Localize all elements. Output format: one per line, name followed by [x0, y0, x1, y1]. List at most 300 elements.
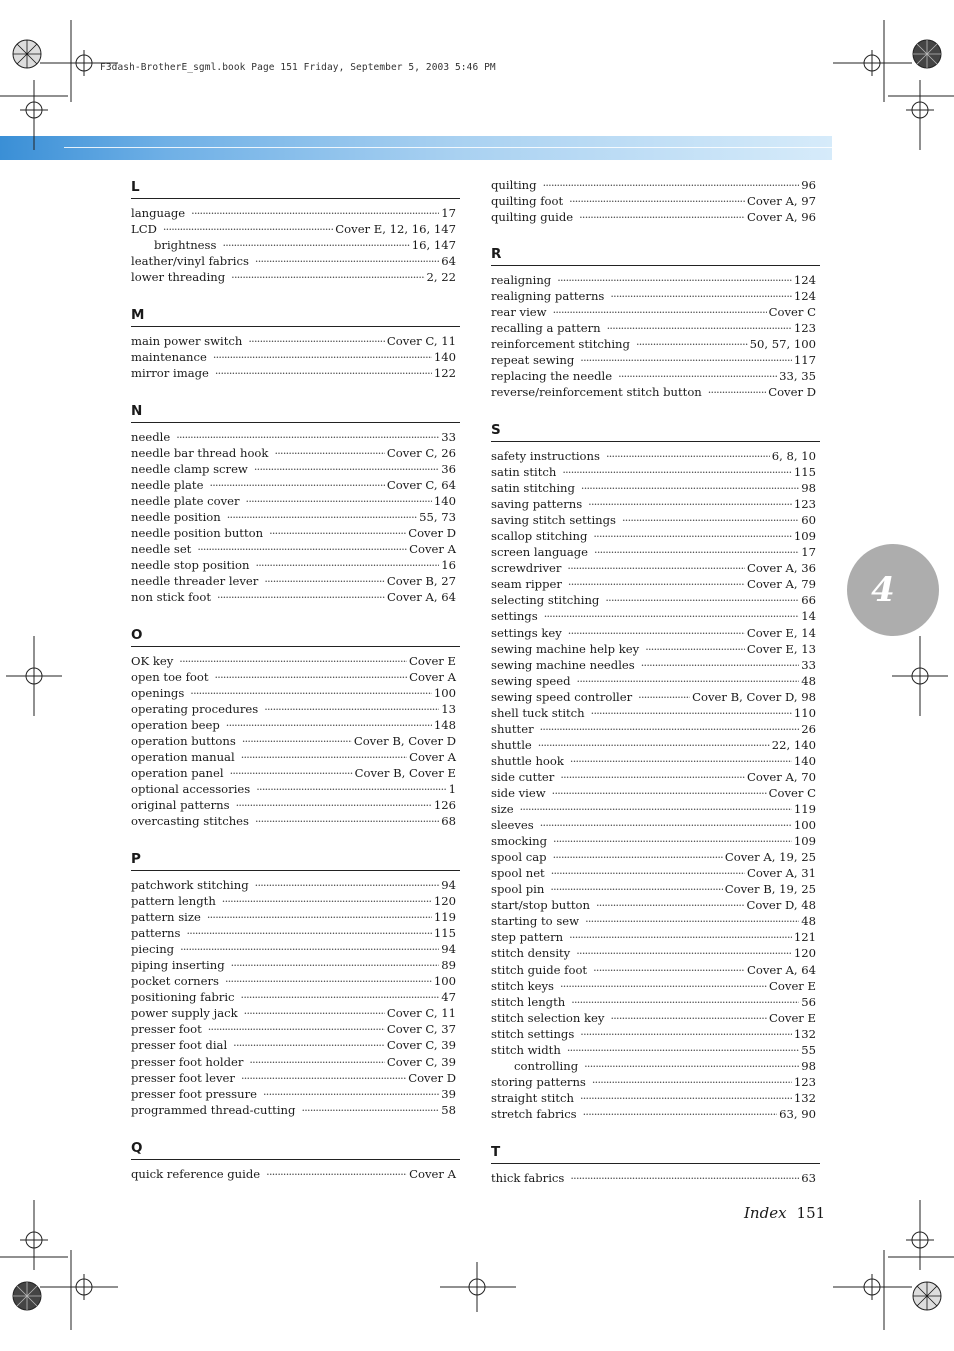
- index-entry: [491, 177, 820, 193]
- index-term: pattern size: [131, 910, 201, 925]
- page-number: 151: [796, 1204, 826, 1222]
- index-term: operation buttons: [131, 734, 236, 749]
- dot-leader: [571, 994, 799, 1006]
- index-term: quilting foot: [491, 194, 564, 209]
- index-entry: [131, 909, 460, 925]
- index-term: non stick foot: [131, 590, 212, 605]
- dot-leader: [562, 464, 792, 476]
- index-term: selecting stitching: [491, 593, 600, 608]
- index-term: straight stitch: [491, 1090, 574, 1105]
- index-term: sewing speed: [491, 673, 571, 688]
- dot-leader: [538, 737, 770, 749]
- index-term: spool pin: [491, 882, 545, 897]
- index-term: satin stitch: [491, 465, 557, 480]
- index-entry: [491, 801, 820, 817]
- index-entry: [491, 625, 820, 641]
- index-pages: 33, 35: [779, 369, 816, 384]
- index-entry: [491, 528, 820, 544]
- index-term: main power switch: [131, 334, 243, 348]
- index-term: sewing machine help key: [491, 641, 640, 656]
- dot-leader: [568, 625, 745, 637]
- index-entry: [491, 608, 820, 624]
- index-entry: [491, 288, 820, 304]
- index-entry: [491, 945, 820, 961]
- dot-leader: [215, 365, 432, 377]
- index-entry: [131, 797, 460, 813]
- index-pages: 55: [801, 1042, 816, 1057]
- dot-leader: [585, 913, 799, 925]
- index-pages: 60: [801, 513, 816, 528]
- index-pages: 119: [433, 910, 456, 925]
- index-entry: [491, 913, 820, 929]
- index-entry: [131, 205, 460, 221]
- index-entry: [131, 765, 460, 781]
- dot-leader: [570, 1170, 799, 1182]
- index-entry: [131, 237, 460, 253]
- index-term: stitch guide foot: [491, 962, 588, 977]
- index-term: presser foot: [131, 1022, 202, 1037]
- index-pages: 33: [801, 657, 816, 672]
- section-letter: T: [491, 1144, 501, 1160]
- index-term: patterns: [131, 926, 181, 941]
- index-term: sewing speed controller: [491, 689, 633, 704]
- index-pages: 100: [433, 686, 456, 701]
- dot-leader: [580, 1090, 792, 1102]
- index-entry: [491, 1058, 820, 1074]
- index-entry: [131, 653, 460, 669]
- index-pages: 124: [793, 273, 816, 287]
- index-entry: [491, 897, 820, 913]
- index-entry: [131, 253, 460, 269]
- index-entry: [131, 1070, 460, 1086]
- index-pages: 109: [793, 529, 816, 544]
- index-pages: 115: [433, 926, 456, 941]
- index-entry: [491, 657, 820, 673]
- dot-leader: [225, 973, 432, 985]
- index-term: pattern length: [131, 894, 216, 909]
- index-entry: [491, 1026, 820, 1042]
- index-entry: [491, 193, 820, 209]
- index-term: maintenance: [131, 350, 207, 365]
- index-pages: 26: [801, 721, 816, 736]
- index-pages: 22, 140: [771, 737, 816, 752]
- index-term: needle: [131, 430, 171, 444]
- dot-leader: [231, 269, 424, 281]
- index-term: step pattern: [491, 930, 564, 945]
- index-pages: 14: [801, 609, 816, 624]
- dot-leader: [593, 962, 745, 974]
- index-entry: [131, 541, 460, 557]
- dot-leader: [544, 608, 800, 620]
- index-section-t: [491, 1143, 820, 1186]
- index-pages: 6, 8, 10: [771, 449, 816, 463]
- dot-leader: [269, 525, 406, 537]
- index-term: realigning patterns: [491, 289, 605, 304]
- dot-leader: [217, 589, 385, 601]
- dot-leader: [222, 893, 432, 905]
- dot-leader: [230, 765, 353, 777]
- index-term: original patterns: [131, 798, 230, 813]
- index-pages: Cover C, 39: [386, 1054, 456, 1069]
- index-pages: 98: [801, 1058, 816, 1073]
- dot-leader: [255, 253, 439, 265]
- index-entry: [491, 769, 820, 785]
- dot-leader: [569, 193, 745, 205]
- index-term: shuttle hook: [491, 753, 564, 768]
- dot-leader: [622, 512, 799, 524]
- index-term: side cutter: [491, 769, 555, 784]
- index-entry: [131, 781, 460, 797]
- index-term: stitch keys: [491, 978, 555, 993]
- index-term: presser foot lever: [131, 1070, 235, 1085]
- index-pages: Cover C: [768, 305, 816, 320]
- index-pages: 100: [433, 974, 456, 989]
- index-term: needle position: [131, 510, 221, 525]
- index-pages: 126: [433, 798, 456, 813]
- index-pages: Cover C, 11: [386, 1006, 456, 1021]
- index-section-l: [131, 178, 460, 285]
- index-pages: Cover A, 31: [747, 866, 816, 881]
- index-section-s: [491, 421, 820, 1122]
- index-pages: 16, 147: [411, 238, 456, 253]
- index-entry: [491, 737, 820, 753]
- index-pages: 16: [441, 558, 456, 573]
- section-rule: [131, 870, 460, 871]
- index-term: screwdriver: [491, 561, 562, 576]
- index-term: optional accessories: [131, 782, 251, 797]
- section-rule: [491, 441, 820, 442]
- dot-leader: [233, 1037, 385, 1049]
- index-entry: [491, 592, 820, 608]
- index-section-continued: [491, 177, 820, 225]
- dot-leader: [553, 849, 723, 861]
- section-letter: S: [491, 422, 501, 438]
- dot-leader: [236, 797, 432, 809]
- index-term: needle clamp screw: [131, 462, 248, 477]
- index-pages: Cover A, 19, 25: [724, 850, 816, 865]
- dot-leader: [618, 368, 777, 380]
- index-entry: [491, 384, 820, 400]
- dot-leader: [580, 352, 792, 364]
- dot-leader: [520, 801, 792, 813]
- index-pages: 123: [793, 497, 816, 512]
- index-pages: 120: [433, 894, 456, 909]
- index-term: lower threading: [131, 270, 226, 285]
- index-entry: [491, 480, 820, 496]
- index-entry: [131, 509, 460, 525]
- chapter-number: 4: [871, 570, 895, 610]
- chapter-tab: [847, 544, 939, 636]
- index-pages: 89: [441, 958, 456, 973]
- index-entry: [131, 269, 460, 285]
- index-term: starting to sew: [491, 914, 580, 929]
- index-pages: Cover E, 14: [746, 625, 816, 640]
- dot-leader: [550, 881, 722, 893]
- index-term: needle plate: [131, 478, 204, 493]
- index-entry: [131, 429, 460, 445]
- section-rule: [131, 198, 460, 199]
- index-term: programmed thread-cutting: [131, 1102, 296, 1117]
- index-entry: [491, 336, 820, 352]
- header-band: [0, 136, 832, 160]
- index-section-n: [131, 402, 460, 606]
- section-rule: [131, 1159, 460, 1160]
- dot-leader: [264, 573, 385, 585]
- index-term: reinforcement stitching: [491, 337, 630, 352]
- index-pages: Cover E: [769, 1010, 816, 1025]
- dot-leader: [557, 272, 792, 284]
- index-pages: 58: [441, 1102, 456, 1117]
- section-rule: [491, 1163, 820, 1164]
- index-entry: [491, 881, 820, 897]
- index-term: saving stitch settings: [491, 513, 616, 528]
- index-pages: 63, 90: [779, 1106, 816, 1121]
- dot-leader: [248, 333, 385, 345]
- index-entry: [491, 1074, 820, 1090]
- section-rule: [491, 265, 820, 266]
- index-pages: 94: [441, 942, 456, 957]
- section-letter: O: [131, 627, 143, 643]
- index-term: storing patterns: [491, 1074, 586, 1089]
- dot-leader: [594, 544, 799, 556]
- index-entry: [491, 304, 820, 320]
- index-entry: [491, 209, 820, 225]
- index-entry: [491, 753, 820, 769]
- index-pages: Cover D: [408, 1070, 456, 1085]
- index-pages: 115: [793, 465, 816, 480]
- dot-leader: [591, 705, 792, 717]
- index-pages: Cover E, 12, 16, 147: [335, 222, 456, 237]
- index-entry: [131, 925, 460, 941]
- index-pages: 140: [433, 494, 456, 509]
- index-term: needle bar thread hook: [131, 446, 269, 461]
- index-entry: [491, 560, 820, 576]
- index-pages: 39: [441, 1086, 456, 1101]
- index-pages: Cover C: [768, 785, 816, 800]
- section-letter: P: [131, 851, 141, 867]
- dot-leader: [222, 237, 409, 249]
- index-entry: [131, 557, 460, 573]
- index-entry: [131, 477, 460, 493]
- dot-leader: [255, 557, 439, 569]
- dot-leader: [596, 897, 745, 909]
- index-entry: [131, 733, 460, 749]
- index-pages: 123: [793, 321, 816, 336]
- dot-leader: [190, 685, 432, 697]
- index-pages: 1: [448, 782, 456, 797]
- index-pages: 117: [793, 353, 816, 368]
- index-pages: 96: [801, 178, 816, 192]
- index-term: needle set: [131, 542, 192, 557]
- index-entry: [491, 849, 820, 865]
- index-entry: [491, 994, 820, 1010]
- index-pages: Cover D, 48: [746, 898, 816, 913]
- index-term: presser foot holder: [131, 1054, 244, 1069]
- index-entry: [491, 929, 820, 945]
- index-term: needle position button: [131, 526, 264, 541]
- index-entry: [131, 957, 460, 973]
- index-entry: [131, 1005, 460, 1021]
- index-pages: Cover A, 64: [747, 962, 816, 977]
- index-pages: 121: [793, 930, 816, 945]
- index-term: size: [491, 802, 514, 817]
- dot-leader: [593, 528, 791, 540]
- index-term: mirror image: [131, 366, 209, 381]
- index-pages: Cover C, 11: [386, 334, 456, 348]
- dot-leader: [263, 1086, 439, 1098]
- index-section-r: [491, 245, 820, 400]
- index-term: safety instructions: [491, 449, 600, 463]
- index-term: settings: [491, 609, 538, 624]
- index-entry: [131, 1086, 460, 1102]
- index-entry: [491, 785, 820, 801]
- index-term: operation manual: [131, 750, 235, 765]
- index-entry: [491, 721, 820, 737]
- index-term: stretch fabrics: [491, 1106, 577, 1121]
- index-term: piecing: [131, 942, 175, 957]
- index-pages: Cover C, 39: [386, 1038, 456, 1053]
- index-pages: 140: [793, 753, 816, 768]
- dot-leader: [231, 957, 440, 969]
- index-term: seam ripper: [491, 577, 562, 592]
- index-term: spool cap: [491, 850, 547, 865]
- dot-leader: [567, 560, 745, 572]
- index-term: start/stop button: [491, 898, 590, 913]
- index-pages: Cover C, 37: [386, 1022, 456, 1037]
- index-term: reverse/reinforcement stitch button: [491, 385, 702, 400]
- index-term: repeat sewing: [491, 353, 575, 368]
- index-entry: [491, 673, 820, 689]
- dot-leader: [215, 669, 408, 681]
- dot-leader: [638, 689, 690, 701]
- dot-leader: [208, 1021, 385, 1033]
- index-term: replacing the needle: [491, 369, 613, 384]
- index-entry: [491, 448, 820, 464]
- index-entry: [491, 576, 820, 592]
- index-pages: Cover B, Cover E: [354, 766, 456, 781]
- index-term: open toe foot: [131, 670, 209, 685]
- index-term: shutter: [491, 721, 534, 736]
- index-pages: Cover A: [409, 542, 456, 557]
- index-entry: [491, 962, 820, 978]
- index-term: stitch density: [491, 946, 571, 961]
- dot-leader: [241, 989, 440, 1001]
- index-entry: [491, 464, 820, 480]
- index-entry: [131, 893, 460, 909]
- dot-leader: [606, 448, 770, 460]
- index-entry: [131, 973, 460, 989]
- index-pages: 140: [433, 350, 456, 365]
- dot-leader: [560, 978, 767, 990]
- dot-leader: [543, 177, 800, 189]
- index-entry: [491, 1170, 820, 1186]
- dot-leader: [179, 653, 407, 665]
- index-entry: [131, 1037, 460, 1053]
- dot-leader: [645, 641, 745, 653]
- index-entry: [491, 368, 820, 384]
- index-entry: [131, 813, 460, 829]
- index-term: stitch settings: [491, 1026, 575, 1041]
- index-term: rear view: [491, 305, 547, 320]
- index-term: quick reference guide: [131, 1167, 261, 1181]
- index-pages: Cover A, 79: [747, 577, 816, 592]
- index-term: presser foot pressure: [131, 1086, 258, 1101]
- index-entry: [491, 544, 820, 560]
- index-pages: Cover E: [409, 654, 456, 668]
- index-pages: Cover D: [768, 385, 816, 400]
- dot-leader: [568, 576, 745, 588]
- index-term: needle stop position: [131, 558, 250, 573]
- index-pages: Cover B, Cover D: [353, 734, 456, 749]
- index-term: scallop stitching: [491, 529, 588, 544]
- index-term: LCD: [131, 222, 157, 237]
- index-term: sewing machine needles: [491, 657, 635, 672]
- dot-leader: [246, 493, 432, 505]
- page-footer: [744, 1204, 825, 1222]
- dot-leader: [241, 749, 407, 761]
- index-pages: 47: [441, 990, 456, 1005]
- index-pages: Cover B, 19, 25: [724, 882, 816, 897]
- section-letter: Q: [131, 1140, 143, 1156]
- index-term: leather/vinyl fabrics: [131, 254, 249, 269]
- index-section-p: [131, 850, 460, 1118]
- dot-leader: [577, 673, 800, 685]
- index-term: stitch width: [491, 1042, 561, 1057]
- index-entry: [491, 705, 820, 721]
- dot-leader: [227, 509, 417, 521]
- section-rule: [131, 646, 460, 647]
- index-entry: [491, 641, 820, 657]
- index-entry: [131, 493, 460, 509]
- index-entry: [491, 689, 820, 705]
- dot-leader: [244, 1005, 385, 1017]
- dot-leader: [226, 717, 432, 729]
- index-entry: [131, 701, 460, 717]
- index-pages: 119: [793, 802, 816, 817]
- dot-leader: [176, 429, 439, 441]
- index-entry: [491, 1010, 820, 1026]
- dot-leader: [242, 733, 352, 745]
- index-term: stitch length: [491, 994, 566, 1009]
- dot-leader: [255, 877, 440, 889]
- dot-leader: [241, 1070, 406, 1082]
- index-section-q: [131, 1139, 460, 1182]
- dot-leader: [180, 941, 439, 953]
- index-term: overcasting stitches: [131, 814, 249, 829]
- index-term: patchwork stitching: [131, 878, 249, 892]
- index-entry: [131, 525, 460, 541]
- index-pages: 110: [793, 705, 816, 720]
- index-term: needle threader lever: [131, 574, 259, 589]
- index-term: quilting: [491, 178, 537, 192]
- index-term: satin stitching: [491, 481, 575, 496]
- index-term: language: [131, 206, 186, 220]
- dot-leader: [552, 785, 767, 797]
- dot-leader: [567, 1042, 799, 1054]
- dot-leader: [553, 833, 792, 845]
- index-pages: 100: [793, 818, 816, 833]
- dot-leader: [266, 1166, 407, 1178]
- index-pages: Cover E: [769, 978, 816, 993]
- index-entry: [491, 978, 820, 994]
- index-pages: 132: [793, 1026, 816, 1041]
- dot-leader: [186, 925, 431, 937]
- index-pages: 17: [801, 545, 816, 560]
- section-letter: M: [131, 307, 145, 323]
- index-pages: 2, 22: [426, 270, 456, 285]
- dot-leader: [610, 288, 791, 300]
- index-entry: [131, 749, 460, 765]
